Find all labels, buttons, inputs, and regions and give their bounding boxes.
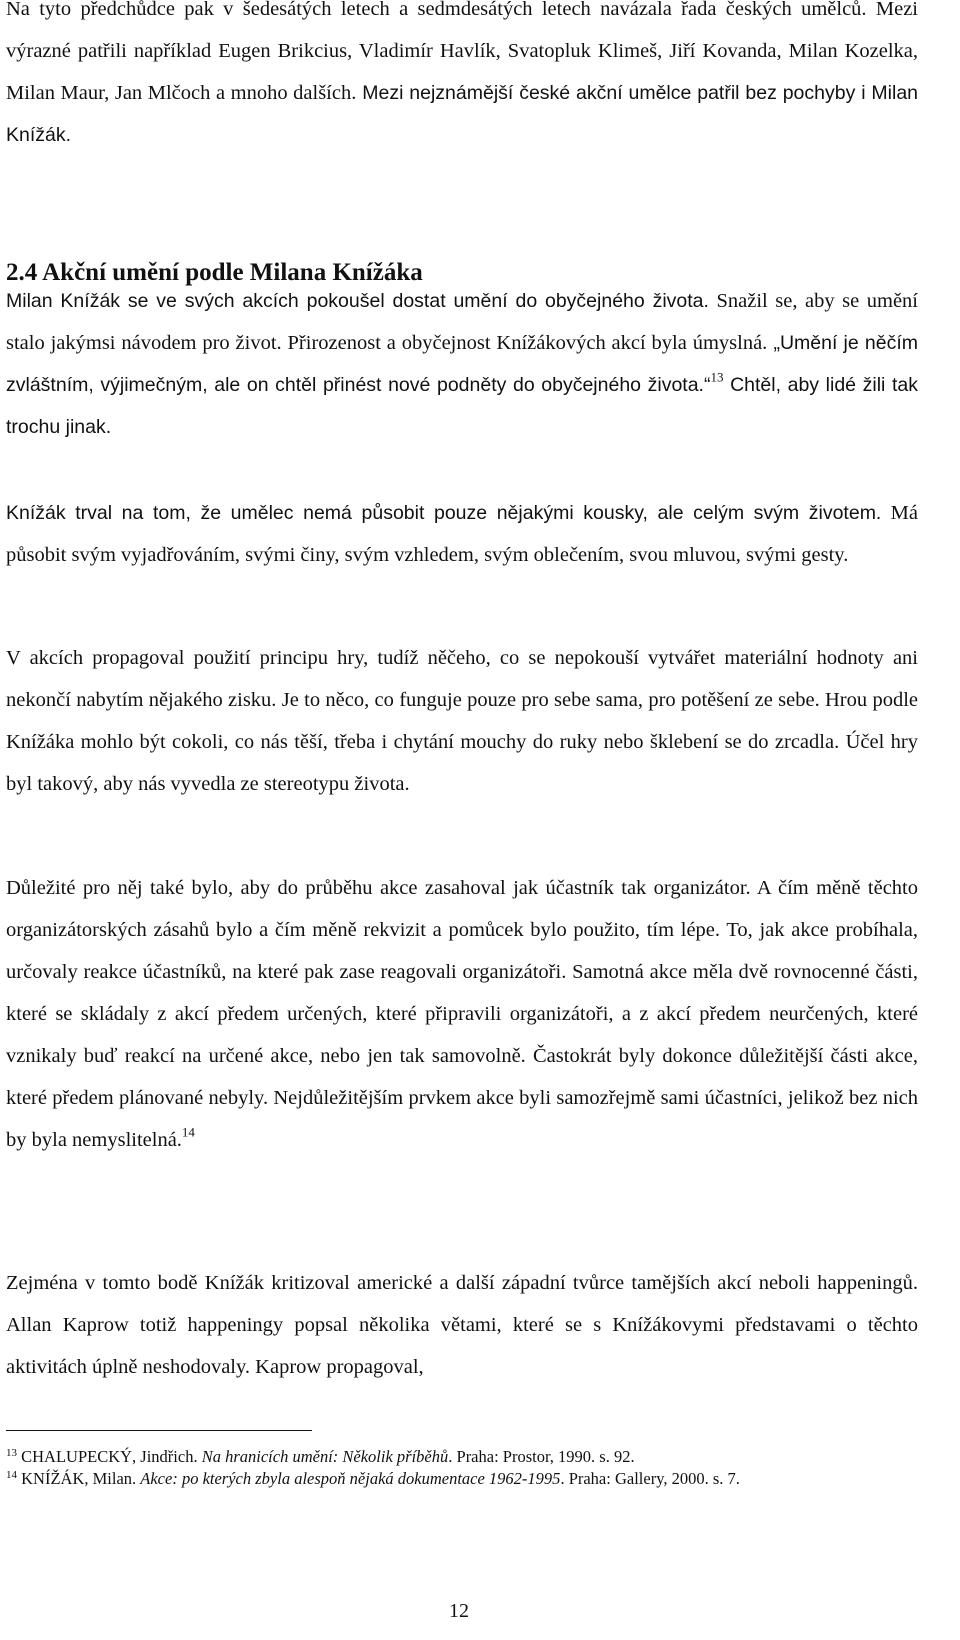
footnote-14 (6, 1468, 918, 1490)
footnote-13 (6, 1446, 918, 1468)
paragraph-play-principle: V akcích propagoval použití principu hry, tudíž něčeho, co se nepokouší vytvářet materiální hodnoty ani nekončí nabytím nějakého zisku. Je to něco, co funguje pouze pro sebe sama, pro potěšení ze sebe. Hrou podle Knížáka mohlo být cokoli, co nás těší, třeba i chytání mouchy do ruky nebo šklebení se do zrcadla. Účel hry byl takový, aby nás vyvedla ze stereotypu života. (6, 647, 918, 795)
footnote-title: Na hranicích umění: Několik příběhů (201, 1447, 449, 1466)
paragraph-4-text: Důležité pro něj také bylo, aby do průběhu akce zasahoval jak účastník tak organizátor. A čím měně těchto organizátorských zásahů bylo a čím měně rekvizit a pomůcek bylo použito, tím lépe. To, jak akce probíhala, určovaly reakce účastníků, na které pak zase reagovali organizátoři. Samotná akce měla dvě rovnocenné části, které se skládaly z akcí předem určených, které připravili organizátoři, a z akcí předem neurčených, které vznikaly buď reakcí na určené akce, nebo jen tak samovolně. Častokrát byly dokonce důležitější části akce, které předem plánované nebyly. Nejdůležitějším prvkem akce byli samozřejmě sami účastníci, jelikož bez nich by byla nemyslitelná. (6, 877, 918, 1151)
paragraph-participants (6, 867, 918, 1161)
footnote-publication: . Praha: Prostor, 1990. s. 92. (448, 1447, 635, 1466)
footnote-title: Akce: po kterých zbyla alespoň nějaká dokumentace 1962-1995 (140, 1469, 561, 1488)
paragraph-1-sans-text-c: Chtěl, aby lidé žili tak trochu jinak. (6, 374, 918, 438)
paragraph-intro (6, 0, 918, 156)
footnote-separator (6, 1430, 312, 1431)
paragraph-intro-text: Na tyto předchůdce pak v šedesátých letech a sedmdesátých letech navázala řada českých umělců. Mezi výrazné patřili například Eugen Brikcius, Vladimír Havlík, Svatopluk Klimeš, Jiří Kovanda, Milan Kozelka, Milan Maur, Jan Mlčoch a mnoho dalších. (6, 0, 918, 104)
footnote-ref-13[interactable]: 13 (710, 369, 724, 385)
paragraph-2-text: Má působit svým vyjadřováním, svými činy, svým vzhledem, svým oblečením, svou mluvou, svými gesty. (6, 502, 918, 566)
paragraph-2-sans-text: Knížák trval na tom, že umělec nemá působit pouze nějakými kousky, ale celým svým životem. (6, 502, 882, 524)
section-heading: 2.4 Akční umění podle Milana Knížáka (6, 259, 423, 286)
paragraph-1-text-b: Snažil se, aby se umění stalo jakýmsi návodem pro život. Přirozenost a obyčejnost Knížákových akcí byla úmyslná. (6, 290, 918, 354)
footnote-ref-14[interactable]: 14 (181, 1124, 195, 1140)
footnote-author: CHALUPECKÝ, Jindřich. (17, 1447, 202, 1466)
footnote-number: 13 (6, 1446, 17, 1459)
paragraph-happenings: Zejména v tomto bodě Knížák kritizoval americké a další západní tvůrce tamějších akcí neboli happeningů. Allan Kaprow totiž happeningy popsal několika větami, které se s Knížákovymi představami o těchto aktivitách úplně neshodovaly. Kaprow propagoval, (6, 1272, 918, 1378)
footnote-author: KNÍŽÁK, Milan. (17, 1469, 141, 1488)
paragraph-intro-sans-text: Mezi nejznámější české akční umělce patřil bez pochyby i Milan Knížák. (6, 82, 919, 146)
page-number: 12 (449, 1600, 469, 1622)
footnote-number: 14 (6, 1468, 17, 1481)
footnotes (6, 1446, 918, 1490)
paragraph-artist-life (6, 492, 918, 576)
paragraph-1-sans-text-a: Milan Knížák se ve svých akcích pokoušel dostat umění do obyčejného života. (6, 290, 709, 312)
footnote-publication: . Praha: Gallery, 2000. s. 7. (560, 1469, 740, 1488)
paragraph-1-quote: „Umění je něčím zvláštním, výjimečným, ale on chtěl přinést nové podněty do obyčejného života.“ (6, 332, 918, 396)
paragraph-knizak-art-life (6, 280, 918, 448)
